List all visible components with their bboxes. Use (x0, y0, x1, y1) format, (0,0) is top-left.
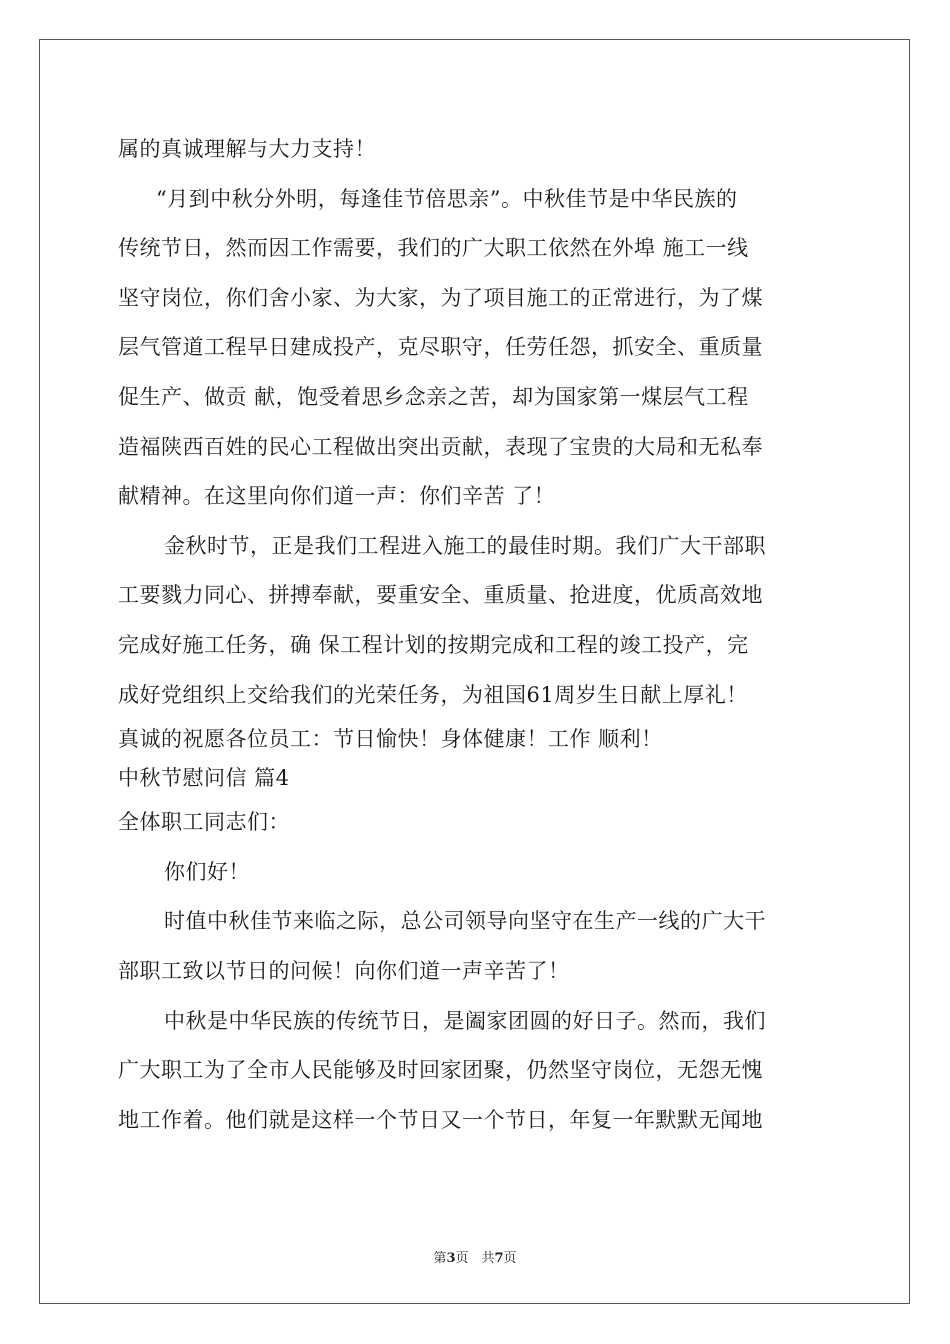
current-page-number: 3 (446, 1251, 456, 1266)
paragraph-line: 广大职工为了全市人民能够及时回家团聚，仍然坚守岗位，无怨无愧 (118, 1058, 763, 1083)
paragraph-line: 造福陕西百姓的民心工程做出突出贡献，表现了宝贵的大局和无私奉 (118, 434, 763, 459)
footer-mid: 页 共 (455, 1251, 495, 1266)
section-heading: 中秋节慰问信 篇4 (118, 766, 290, 791)
salutation: 全体职工同志们： (118, 810, 290, 835)
paragraph-line: 金秋时节，正是我们工程进入施工的最佳时期。我们广大干部职 (164, 533, 766, 558)
paragraph-line: “月到中秋分外明，每逢佳节倍思亲”。中秋佳节是中华民族的 (156, 186, 738, 211)
greeting: 你们好！ (164, 859, 250, 884)
paragraph-line: 层气管道工程早日建成投产，克尽职守，任劳任怨，抓安全、重质量 (118, 335, 763, 360)
footer-suffix: 页 (503, 1251, 517, 1266)
paragraph-line: 坚守岗位，你们舍小家、为大家，为了项目施工的正常进行，为了煤 (118, 285, 763, 310)
paragraph-line: 献精神。在这里向你们道一声：你们辛苦 了！ (118, 484, 556, 509)
paragraph-line: 工要戮力同心、拼搏奉献，要重安全、重质量、抢进度，优质高效地 (118, 583, 763, 608)
paragraph-line: 部职工致以节日的问候！向你们道一声辛苦了！ (118, 958, 570, 983)
paragraph-line: 促生产、做贡 献，饱受着思乡念亲之苦，却为国家第一煤层气工程 (118, 384, 749, 409)
total-page-number: 7 (494, 1251, 504, 1266)
footer-prefix: 第 (433, 1251, 447, 1266)
paragraph-line: 时值中秋佳节来临之际，总公司领导向坚守在生产一线的广大干 (164, 909, 766, 934)
page-footer (0, 1247, 950, 1266)
paragraph-line: 真诚的祝愿各位员工：节日愉快！身体健康！工作 顺利！ (118, 727, 663, 752)
paragraph-line: 完成好施工任务，确 保工程计划的按期完成和工程的竣工投产，完 (118, 632, 749, 657)
paragraph-line: 中秋是中华民族的传统节日，是阖家团圆的好日子。然而，我们 (164, 1008, 766, 1033)
paragraph-line: 属的真诚理解与大力支持！ (118, 137, 376, 161)
paragraph-line: 传统节日，然而因工作需要，我们的广大职工依然在外埠 施工一线 (118, 236, 749, 261)
paragraph-line: 成好党组织上交给我们的光荣任务，为祖国61周岁生日献上厚礼！ (118, 682, 748, 707)
document-body (118, 125, 838, 1145)
paragraph-line: 地工作着。他们就是这样一个节日又一个节日，年复一年默默无闻地 (118, 1107, 763, 1132)
